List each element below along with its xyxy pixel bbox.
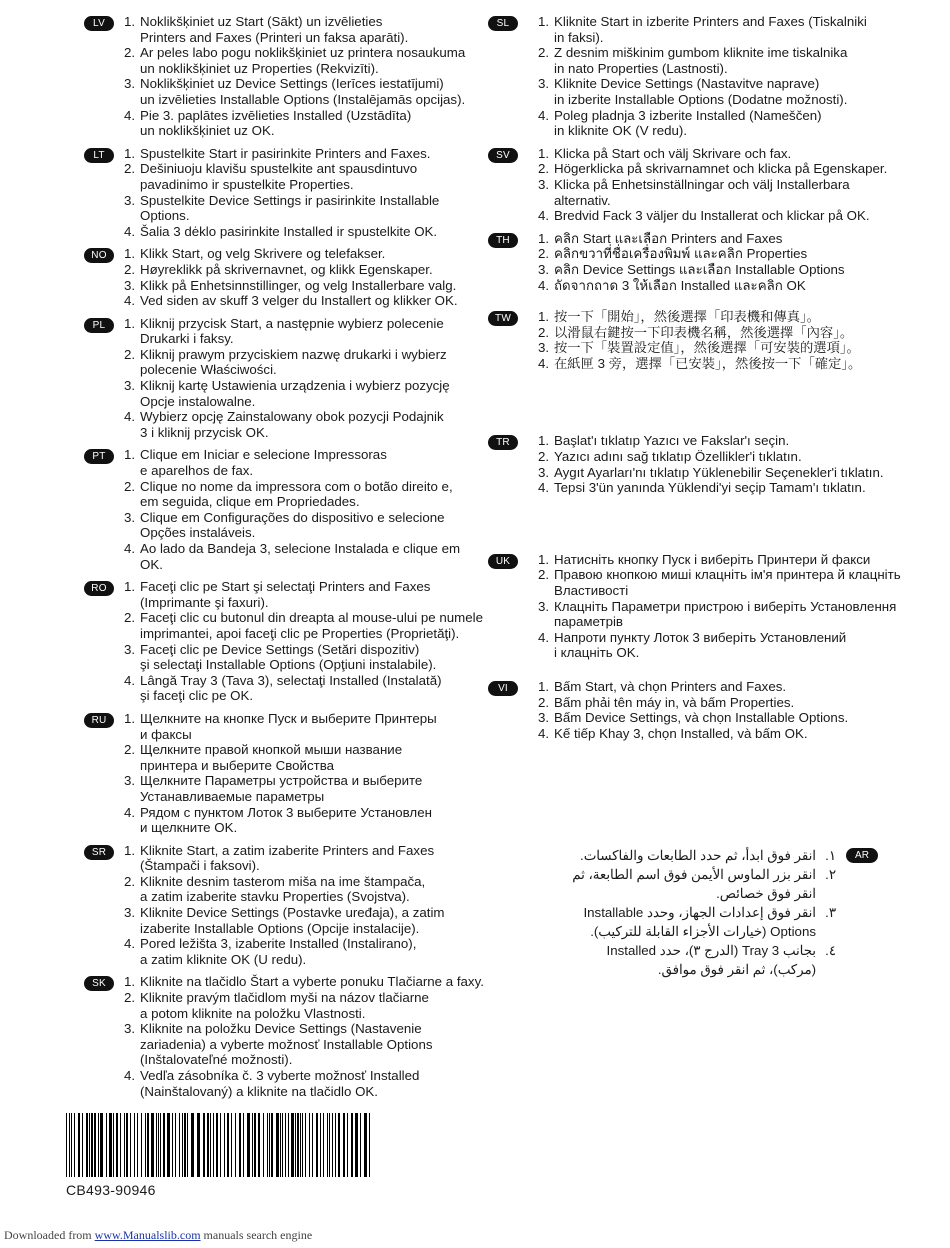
step-list <box>538 231 928 293</box>
language-badge-ru: RU <box>84 713 114 728</box>
step-text: คลิก Device Settings และเลือก Installable Options <box>554 261 845 277</box>
arabic-step-item <box>560 903 836 941</box>
step-list <box>538 552 928 661</box>
step-text: Lângă Tray 3 (Tava 3), selectaţi Installed (Instalată) şi faceţi clic pe OK. <box>140 672 442 704</box>
section-sv <box>488 146 928 224</box>
step-text: Högerklicka på skrivarnamnet och klicka på Egenskaper. <box>554 161 888 177</box>
section-pt <box>84 447 484 572</box>
step-text: Pie 3. paplātes izvēlieties Installed (Uzstādīta) un noklikšķiniet uz OK. <box>140 107 412 139</box>
language-badge-lv: LV <box>84 16 114 31</box>
step-item: 2. Faceţi clic cu butonul din dreapta al mouse-ului pe numele imprimantei, apoi faceţi clic pe Properties (Proprietăţi). <box>124 610 483 641</box>
step-text: Bấm phải tên máy in, và bấm Properties. <box>554 694 795 710</box>
step-list <box>124 447 484 572</box>
step-text: Kliknite Device Settings (Postavke uređaja), a zatim izaberite Installable Options (Opcije instalacije). <box>140 905 445 936</box>
step-text: Faceţi clic cu butonul din dreapta al mouse-ului pe numele imprimantei, apoi faceţi clic pe Properties (Proprietăţi). <box>140 610 483 641</box>
section-tr <box>488 433 928 495</box>
step-list <box>124 974 484 1099</box>
step-item: 1. Kliknite Start, a zatim izaberite Printers and Faxes (Štampači i faksovi). <box>124 843 484 874</box>
arabic-step-number: ٤. <box>825 943 836 958</box>
step-text: Натисніть кнопку Пуск і виберіть Принтери й факси <box>554 551 871 567</box>
arabic-step-item <box>560 941 836 979</box>
step-item: 1. Щелкните на кнопке Пуск и выберите Принтеры и факсы <box>124 711 484 742</box>
step-item: 4. Vedľa zásobníka č. 3 vyberte možnosť Installed (Nainštalovaný) a kliknite na tlačidlo OK. <box>124 1068 484 1099</box>
step-list <box>538 433 928 495</box>
arabic-step-text: بجانب Tray 3 (الدرج ٣)، حدد Installed (مركب)، ثم انقر فوق موافق. <box>606 943 816 977</box>
language-badge-sr: SR <box>84 845 114 860</box>
step-item: 2. Kliknite desnim tasterom miša na ime štampača, a zatim izaberite stavku Properties (Svojstva). <box>124 874 484 905</box>
step-text: Kliknij prawym przyciskiem nazwę drukarki i wybierz polecenie Właściwości. <box>140 346 447 378</box>
step-text: Klikk på Enhetsinnstillinger, og velg Installerbare valg. <box>140 277 457 293</box>
step-text: Wybierz opcję Zainstalowany obok pozycji Podajnik 3 i kliknij przycisk OK. <box>140 409 444 440</box>
language-badge-sk: SK <box>84 976 114 991</box>
language-badge-ro: RO <box>84 581 114 596</box>
step-text: Bấm Start, và chọn Printers and Faxes. <box>554 679 787 694</box>
step-item: 1. Faceţi clic pe Start şi selectaţi Printers and Faxes (Imprimante şi faxuri). <box>124 579 484 610</box>
step-text: คลิก Start และเลือก Printers and Faxes <box>554 230 783 246</box>
step-list <box>124 246 484 308</box>
section-th <box>488 231 928 293</box>
step-item: 2. Kliknite pravým tlačidlom myši na názov tlačiarne a potom kliknite na položku Vlastnosti. <box>124 990 484 1021</box>
step-item: 3. Noklikšķiniet uz Device Settings (Ierīces iestatījumi) un izvēlieties Installable Options (Instalējamās opcijas). <box>124 76 484 107</box>
step-item: 4. ถัดจากถาด 3 ให้เลือก Installed และคลิก OK <box>538 278 928 294</box>
arabic-step-number: ١. <box>825 848 836 863</box>
step-text: Clique em Iniciar e selecione Impressoras e aparelhos de fax. <box>140 447 387 479</box>
right-column <box>488 14 928 748</box>
step-item: 4. Ved siden av skuff 3 velger du Installert og klikker OK. <box>124 293 484 309</box>
step-item: 2. Høyreklikk på skrivernavnet, og klikk Egenskaper. <box>124 262 484 278</box>
arabic-step-item <box>560 846 836 865</box>
step-item: 3. Clique em Configurações do dispositivo e selecione Opções instaláveis. <box>124 510 484 541</box>
step-text: Vedľa zásobníka č. 3 vyberte možnosť Installed (Nainštalovaný) a kliknite na tlačidlo OK. <box>140 1068 420 1099</box>
step-item: 4. 在紙匣 3 旁，選擇「已安裝」，然後按一下「確定」。 <box>538 356 928 372</box>
step-item: 2. Högerklicka på skrivarnamnet och klicka på Egenskaper. <box>538 161 928 177</box>
step-item: 2. Правою кнопкою миші клацніть ім'я принтера й клацніть Властивості <box>538 567 928 598</box>
step-text: Başlat'ı tıklatıp Yazıcı ve Fakslar'ı seçin. <box>554 433 790 449</box>
step-item: 1. Spustelkite Start ir pasirinkite Printers and Faxes. <box>124 146 484 162</box>
language-badge-lt: LT <box>84 148 114 163</box>
step-item: 2. Z desnim miškinim gumbom kliknite ime tiskalnika in nato Properties (Lastnosti). <box>538 45 928 76</box>
step-item: 2. คลิกขวาที่ชื่อเครื่องพิมพ์ และคลิก Properties <box>538 246 928 262</box>
step-item: 1. Натисніть кнопку Пуск і виберіть Принтери й факси <box>538 552 928 568</box>
language-badge-tr: TR <box>488 435 518 450</box>
step-text: Kế tiếp Khay 3, chọn Installed, và bấm OK. <box>554 725 808 741</box>
step-item: 2. Щелкните правой кнопкой мыши название принтера и выберите Свойства <box>124 742 484 773</box>
section-no <box>84 246 484 308</box>
step-item: 2. Kliknij prawym przyciskiem nazwę drukarki i wybierz polecenie Właściwości. <box>124 347 484 378</box>
step-text: Noklikšķiniet uz Start (Sākt) un izvēlieties Printers and Faxes (Printeri un faksa aparāti). <box>140 14 409 45</box>
step-item: 3. Spustelkite Device Settings ir pasirinkite Installable Options. <box>124 193 484 224</box>
step-text: Dešiniuoju klavišu spustelkite ant spausdintuvo pavadinimo ir spustelkite Properties. <box>140 161 418 192</box>
arabic-step-item <box>560 865 836 903</box>
step-list <box>124 146 484 240</box>
step-text: Bredvid Fack 3 väljer du Installerat och klickar på OK. <box>554 208 870 224</box>
step-item: 1. Kliknite na tlačidlo Štart a vyberte ponuku Tlačiarne a faxy. <box>124 974 484 990</box>
step-text: Noklikšķiniet uz Device Settings (Ierīces iestatījumi) un izvēlieties Installable Options (Instalējamās opcijas). <box>140 76 466 107</box>
section-ar <box>560 846 880 979</box>
step-list <box>124 316 484 441</box>
step-item: 3. Kliknite na položku Device Settings (Nastavenie zariadenia) a vyberte možnosť Installable Options (Inštalovateľné možnosti). <box>124 1021 484 1068</box>
step-item: 2. Clique no nome da impressora com o botão direito e, em seguida, clique em Propriedades. <box>124 479 484 510</box>
step-text: Poleg pladnja 3 izberite Installed (Nameščen) in kliknite OK (V redu). <box>554 107 822 139</box>
step-item: 3. Aygıt Ayarları'nı tıklatıp Yüklenebilir Seçenekler'i tıklatın. <box>538 465 928 481</box>
step-item: 1. 按一下「開始」，然後選擇「印表機和傳真」。 <box>538 309 928 325</box>
step-item: 3. Bấm Device Settings, và chọn Installable Options. <box>538 710 928 726</box>
step-item: 1. Clique em Iniciar e selecione Impressoras e aparelhos de fax. <box>124 447 484 478</box>
arabic-step-number: ٣. <box>825 905 836 920</box>
step-item: 4. Kế tiếp Khay 3, chọn Installed, và bấm OK. <box>538 726 928 742</box>
step-text: Faceţi clic pe Device Settings (Setări dispozitiv) şi selectaţi Installable Options (Opţiuni instalabile). <box>140 641 437 673</box>
section-sl <box>488 14 928 139</box>
step-item: 4. Ao lado da Bandeja 3, selecione Instalada e clique em OK. <box>124 541 484 572</box>
step-list <box>124 711 484 836</box>
step-item: 1. คลิก Start และเลือก Printers and Faxes <box>538 231 928 247</box>
step-item: 4. Напроти пункту Лоток 3 виберіть Установлений і клацніть OK. <box>538 630 928 661</box>
section-lt <box>84 146 484 240</box>
section-vi <box>488 679 928 741</box>
step-text: Kliknite pravým tlačidlom myši na názov tlačiarne a potom kliknite na položku Vlastnosti. <box>140 990 429 1021</box>
step-text: Pored ležišta 3, izaberite Installed (Instalirano), a zatim kliknite OK (U redu). <box>140 936 417 967</box>
step-item: 4. Tepsi 3'ün yanında Yüklendi'yi seçip Tamam'ı tıklatın. <box>538 480 928 496</box>
step-text: Щелкните Параметры устройства и выберите Устанавливаемые параметры <box>140 773 423 804</box>
step-item: 3. 按一下「裝置設定值」，然後選擇「可安裝的選項」。 <box>538 340 928 356</box>
step-text: Aygıt Ayarları'nı tıklatıp Yüklenebilir Seçenekler'i tıklatın. <box>554 464 884 480</box>
step-item: 4. Pie 3. paplātes izvēlieties Installed (Uzstādīta) un noklikšķiniet uz OK. <box>124 108 484 139</box>
step-text: Kliknite Device Settings (Nastavitve naprave) in izberite Installable Options (Dodatne možnosti). <box>554 76 848 107</box>
step-text: Bấm Device Settings, và chọn Installable Options. <box>554 710 849 726</box>
section-pl <box>84 316 484 441</box>
step-text: Spustelkite Start ir pasirinkite Printers and Faxes. <box>140 145 431 161</box>
step-text: Kliknite na položku Device Settings (Nastavenie zariadenia) a vyberte možnosť Installable Options (Inštalovateľné možnosti). <box>140 1021 433 1068</box>
step-item: 3. Kliknite Device Settings (Postavke uređaja), a zatim izaberite Installable Options (Opcije instalacije). <box>124 905 484 936</box>
step-text: Yazıcı adını sağ tıklatıp Özellikler'i tıklatın. <box>554 449 802 465</box>
step-text: Клацніть Параметри пристрою і виберіть Установлення параметрів <box>554 598 897 630</box>
footer-prefix: Downloaded from <box>4 1228 95 1242</box>
step-item: 4. Bredvid Fack 3 väljer du Installerat och klickar på OK. <box>538 208 928 224</box>
step-text: Klikk Start, og velg Skrivere og telefakser. <box>140 246 386 262</box>
language-badge-pl: PL <box>84 318 114 333</box>
language-badge-sl: SL <box>488 16 518 31</box>
step-text: Faceţi clic pe Start şi selectaţi Printers and Faxes (Imprimante şi faxuri). <box>140 579 431 610</box>
step-list <box>124 14 484 139</box>
step-text: Щелкните на кнопке Пуск и выберите Принтеры и факсы <box>140 710 437 742</box>
language-badge-ar: AR <box>846 848 878 863</box>
footer-link[interactable]: www.Manualslib.com <box>94 1228 201 1242</box>
step-text: Ao lado da Bandeja 3, selecione Instalada e clique em OK. <box>140 541 461 572</box>
arabic-step-text: انقر بزر الماوس الأيمن فوق اسم الطابعة، ثم انقر فوق خصائص. <box>572 867 816 901</box>
step-item: 2. Dešiniuoju klavišu spustelkite ant spausdintuvo pavadinimo ir spustelkite Properties. <box>124 161 484 192</box>
step-list <box>124 843 484 968</box>
step-text: คลิกขวาที่ชื่อเครื่องพิมพ์ และคลิก Properties <box>554 246 808 262</box>
section-ro <box>84 579 484 704</box>
barcode <box>66 1113 374 1177</box>
step-text: Spustelkite Device Settings ir pasirinkite Installable Options. <box>140 192 440 224</box>
step-item: 1. Noklikšķiniet uz Start (Sākt) un izvēlieties Printers and Faxes (Printeri un faksa aparāti). <box>124 14 484 45</box>
arabic-step-text: انقر فوق إعدادات الجهاز، وحدد Installable Options (خيارات الأجزاء القابلة للتركيب). <box>583 905 816 939</box>
step-text: Рядом с пунктом Лоток 3 выберите Установлен и щелкните OK. <box>140 804 432 836</box>
language-badge-no: NO <box>84 248 114 263</box>
step-text: Klicka på Start och välj Skrivare och fax. <box>554 145 792 161</box>
step-list <box>538 309 928 371</box>
section-sk <box>84 974 484 1099</box>
step-item: 1. Kliknite Start in izberite Printers and Faxes (Tiskalniki in faksi). <box>538 14 928 45</box>
left-column <box>84 14 484 1106</box>
step-item: 1. Bấm Start, và chọn Printers and Faxes. <box>538 679 928 695</box>
step-item: 3. คลิก Device Settings และเลือก Installable Options <box>538 262 928 278</box>
step-text: Klicka på Enhetsinställningar och välj Installerbara alternativ. <box>554 176 850 208</box>
arabic-step-text: انقر فوق ابدأ، ثم حدد الطابعات والفاكسات. <box>580 848 816 863</box>
step-text: ถัดจากถาด 3 ให้เลือก Installed และคลิก OK <box>554 277 806 293</box>
language-badge-vi: VI <box>488 681 518 696</box>
step-list <box>124 579 484 704</box>
step-text: 以滑鼠右鍵按一下印表機名稱，然後選擇「內容」。 <box>554 324 854 340</box>
step-item: 1. Başlat'ı tıklatıp Yazıcı ve Fakslar'ı seçin. <box>538 433 928 449</box>
step-item: 2. Yazıcı adını sağ tıklatıp Özellikler'i tıklatın. <box>538 449 928 465</box>
arabic-steps <box>560 846 836 979</box>
section-tw <box>488 309 928 371</box>
step-item: 3. Щелкните Параметры устройства и выберите Устанавливаемые параметры <box>124 773 484 804</box>
step-text: Šalia 3 dėklo pasirinkite Installed ir spustelkite OK. <box>140 223 438 239</box>
step-item: 4. Wybierz opcję Zainstalowany obok pozycji Podajnik 3 i kliknij przycisk OK. <box>124 409 484 440</box>
language-badge-pt: PT <box>84 449 114 464</box>
step-text: Clique em Configurações do dispositivo e selecione Opções instaláveis. <box>140 509 445 541</box>
step-item: 2. Bấm phải tên máy in, và bấm Properties. <box>538 695 928 711</box>
step-item: 3. Клацніть Параметри пристрою і виберіть Установлення параметрів <box>538 599 928 630</box>
step-item: 4. Šalia 3 dėklo pasirinkite Installed ir spustelkite OK. <box>124 224 484 240</box>
language-badge-uk: UK <box>488 554 518 569</box>
step-text: Kliknij przycisk Start, a następnie wybierz polecenie Drukarki i faksy. <box>140 315 444 347</box>
step-item: 2. 以滑鼠右鍵按一下印表機名稱，然後選擇「內容」。 <box>538 325 928 341</box>
step-text: Щелкните правой кнопкой мыши название принтера и выберите Свойства <box>140 742 403 773</box>
step-item: 1. Kliknij przycisk Start, a następnie wybierz polecenie Drukarki i faksy. <box>124 316 484 347</box>
language-badge-sv: SV <box>488 148 518 163</box>
section-uk <box>488 552 928 661</box>
step-list <box>538 14 928 139</box>
step-item: 4. Pored ležišta 3, izaberite Installed (Instalirano), a zatim kliknite OK (U redu). <box>124 936 484 967</box>
step-item: 3. Klikk på Enhetsinnstillinger, og velg Installerbare valg. <box>124 278 484 294</box>
language-badge-tw: TW <box>488 311 518 326</box>
section-lv <box>84 14 484 139</box>
step-list <box>538 146 928 224</box>
step-text: 按一下「裝置設定值」，然後選擇「可安裝的選項」。 <box>554 340 860 356</box>
step-item: 3. Klicka på Enhetsinställningar och välj Installerbara alternativ. <box>538 177 928 208</box>
step-text: Kliknite na tlačidlo Štart a vyberte ponuku Tlačiarne a faxy. <box>140 974 484 990</box>
language-badge-th: TH <box>488 233 518 248</box>
step-text: Напроти пункту Лоток 3 виберіть Установлений і клацніть OK. <box>554 629 847 661</box>
part-number: CB493-90946 <box>66 1182 156 1198</box>
step-text: Kliknite Start, a zatim izaberite Printers and Faxes (Štampači i faksovi). <box>140 842 435 874</box>
step-text: Kliknite Start in izberite Printers and Faxes (Tiskalniki in faksi). <box>554 14 867 45</box>
step-text: Правою кнопкою миші клацніть ім'я принтера й клацніть Властивості <box>554 567 901 599</box>
step-item: 4. Lângă Tray 3 (Tava 3), selectaţi Installed (Instalată) şi faceţi clic pe OK. <box>124 673 484 704</box>
step-text: 按一下「開始」，然後選擇「印表機和傳真」。 <box>554 309 820 325</box>
step-list <box>538 679 928 741</box>
step-item: 3. Kliknij kartę Ustawienia urządzenia i wybierz pozycję Opcje instalowalne. <box>124 378 484 409</box>
step-text: Tepsi 3'ün yanında Yüklendi'yi seçip Tamam'ı tıklatın. <box>554 480 866 496</box>
step-text: Kliknite desnim tasterom miša na ime štampača, a zatim izaberite stavku Properties (Svojstva). <box>140 873 426 905</box>
step-item: 1. Klicka på Start och välj Skrivare och fax. <box>538 146 928 162</box>
footer <box>4 1228 312 1243</box>
section-ru <box>84 711 484 836</box>
step-text: Ved siden av skuff 3 velger du Installert og klikker OK. <box>140 293 458 309</box>
arabic-step-number: ٢. <box>825 867 836 882</box>
step-text: 在紙匣 3 旁，選擇「已安裝」，然後按一下「確定」。 <box>554 355 862 371</box>
step-text: Z desnim miškinim gumbom kliknite ime tiskalnika in nato Properties (Lastnosti). <box>554 45 848 76</box>
step-item: 2. Ar peles labo pogu noklikšķiniet uz printera nosaukuma un noklikšķiniet uz Properties (Rekvizīti). <box>124 45 484 76</box>
step-text: Høyreklikk på skrivernavnet, og klikk Egenskaper. <box>140 261 433 277</box>
step-item: 3. Kliknite Device Settings (Nastavitve naprave) in izberite Installable Options (Dodatne možnosti). <box>538 76 928 107</box>
step-item: 3. Faceţi clic pe Device Settings (Setări dispozitiv) şi selectaţi Installable Options (Opţiuni instalabile). <box>124 642 484 673</box>
step-text: Clique no nome da impressora com o botão direito e, em seguida, clique em Propriedades. <box>140 478 453 510</box>
step-item: 4. Рядом с пунктом Лоток 3 выберите Установлен и щелкните OK. <box>124 805 484 836</box>
step-item: 1. Klikk Start, og velg Skrivere og telefakser. <box>124 246 484 262</box>
section-sr <box>84 843 484 968</box>
step-text: Kliknij kartę Ustawienia urządzenia i wybierz pozycję Opcje instalowalne. <box>140 378 450 409</box>
footer-suffix: manuals search engine <box>200 1228 313 1242</box>
step-text: Ar peles labo pogu noklikšķiniet uz printera nosaukuma un noklikšķiniet uz Properties (Rekvizīti). <box>140 45 466 76</box>
step-item: 4. Poleg pladnja 3 izberite Installed (Nameščen) in kliknite OK (V redu). <box>538 108 928 139</box>
